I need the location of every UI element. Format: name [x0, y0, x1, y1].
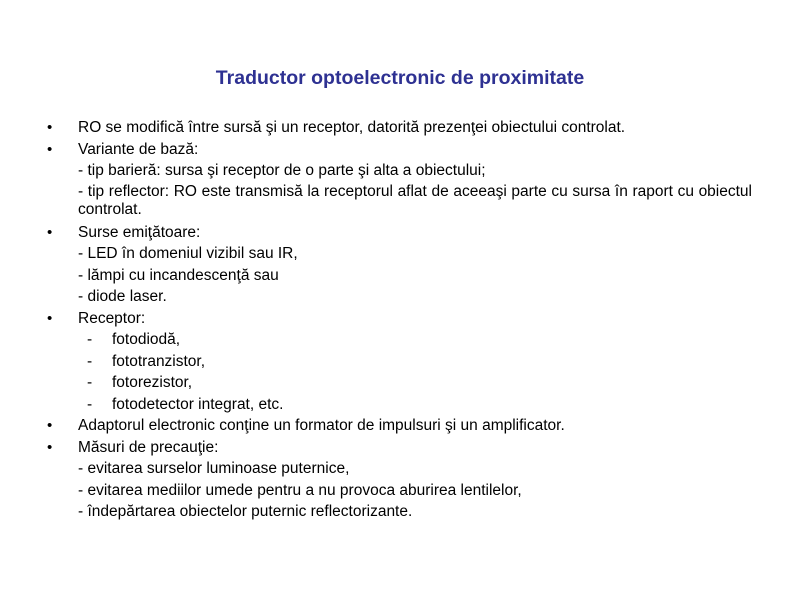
bullet-text: Variante de bază:	[78, 140, 199, 158]
dash-text: fotorezistor,	[112, 374, 193, 391]
bullet-item	[0, 139, 800, 161]
dash-text: fotodiodă,	[112, 331, 181, 348]
bullet-item	[0, 437, 800, 459]
dash-item	[0, 329, 800, 351]
bullet-text: RO se modifică între sursă şi un receptor, datorită prezenţei obiectului controlat.	[78, 119, 626, 136]
bullet-icon: •	[47, 417, 53, 434]
bullet-icon: •	[47, 119, 53, 136]
dash-icon: -	[87, 352, 93, 370]
bullet-item	[0, 415, 800, 437]
bullet-text: Surse emiţătoare:	[78, 223, 201, 241]
dash-icon: -	[87, 374, 93, 391]
bullet-item	[0, 117, 800, 139]
sub-item: - evitarea mediilor umede pentru a nu provoca aburirea lentilelor,	[78, 481, 522, 499]
bullet-text: Măsuri de precauţie:	[78, 438, 219, 456]
bullet-item	[0, 308, 800, 330]
bullet-icon: •	[47, 438, 53, 456]
bullet-text: Adaptorul electronic conţine un formator de impulsuri şi un amplificator.	[78, 417, 565, 434]
dash-item	[0, 351, 800, 373]
sub-item: - lămpi cu incandescenţă sau	[78, 266, 279, 284]
dash-item	[0, 394, 800, 416]
slide-content	[0, 117, 800, 523]
bullet-text: Receptor:	[78, 309, 146, 327]
dash-icon: -	[87, 395, 93, 413]
sub-item: - tip reflector: RO este transmisă la receptorul aflat de aceeaşi parte cu sursa în raport cu obiectul controlat.	[78, 182, 752, 218]
bullet-icon: •	[47, 140, 53, 158]
bullet-icon: •	[47, 223, 53, 241]
slide-title: Traductor optoelectronic de proximitate	[215, 67, 585, 89]
sub-item: - diode laser.	[78, 288, 167, 305]
dash-text: fototranzistor,	[112, 352, 206, 370]
sub-item: - LED în domeniul vizibil sau IR,	[78, 245, 298, 262]
dash-item	[0, 372, 800, 394]
sub-item: - evitarea surselor luminoase puternice,	[78, 460, 350, 477]
dash-icon: -	[87, 331, 93, 348]
bullet-icon: •	[47, 309, 53, 327]
dash-text: fotodetector integrat, etc.	[112, 395, 284, 413]
sub-item: - tip barieră: sursa şi receptor de o parte şi alta a obiectului;	[78, 162, 486, 179]
bullet-item	[0, 222, 800, 244]
sub-item: - îndepărtarea obiectelor puternic reflectorizante.	[78, 503, 413, 520]
